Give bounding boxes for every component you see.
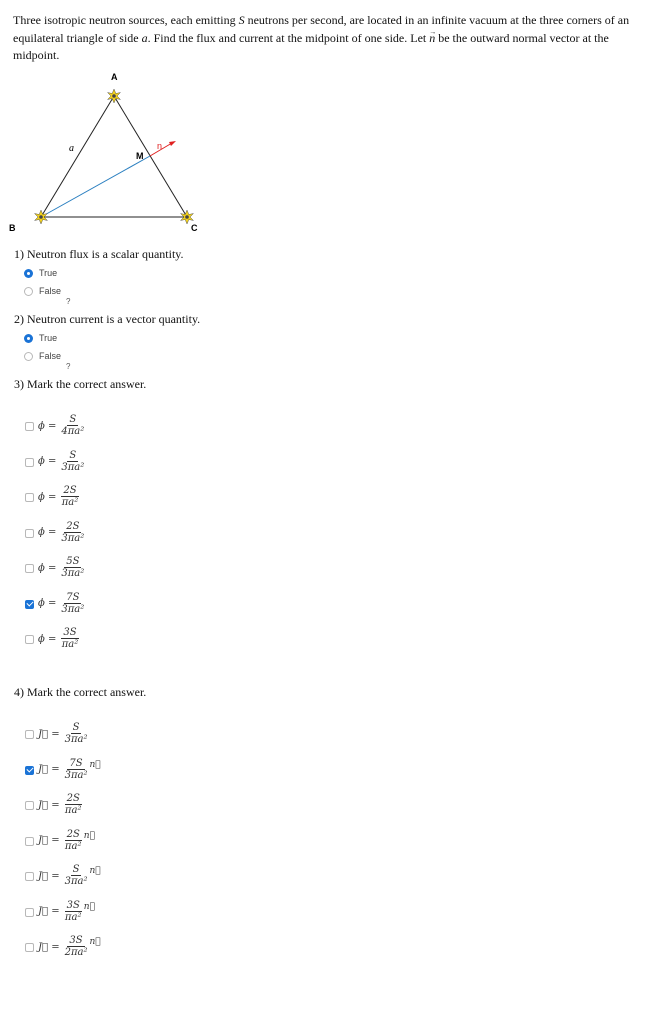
q4-formula-4 — [38, 829, 95, 853]
median-line — [41, 156, 150, 217]
formula-lhs: ϕ = — [38, 633, 57, 645]
checkbox-icon[interactable] — [25, 730, 34, 739]
fraction-numerator: 3S — [63, 627, 77, 638]
checkbox-icon[interactable] — [25, 493, 34, 502]
fraction-denominator: πa² — [64, 805, 82, 816]
radio-icon[interactable] — [24, 287, 33, 296]
q1-option-true-label: True — [39, 268, 58, 278]
q1-option-false[interactable] — [24, 286, 61, 296]
fraction-numerator: 2S — [66, 828, 80, 840]
fraction — [61, 414, 84, 438]
checkbox-icon[interactable] — [25, 943, 34, 952]
side-label-a: a — [69, 143, 74, 154]
vertex-label-b: B — [9, 223, 16, 233]
problem-text-3: . Find the flux and current at the midpoint of one side. Let — [147, 30, 430, 45]
fraction — [61, 450, 84, 474]
fraction — [61, 556, 84, 580]
fraction — [65, 793, 82, 817]
variable-s: S — [238, 13, 245, 27]
variable-n-vector: → n — [429, 31, 435, 45]
q4-formula-5 — [38, 864, 101, 888]
vertex-label-c: C — [191, 223, 198, 233]
q3-formula-7 — [38, 627, 81, 651]
q1-hint[interactable]: ? — [66, 297, 71, 306]
fraction — [61, 485, 78, 509]
fraction-numerator: 3S — [66, 899, 80, 911]
radio-icon[interactable] — [24, 334, 33, 343]
q2-option-true-label: True — [39, 333, 58, 343]
checkbox-icon[interactable] — [25, 766, 34, 775]
question-1-title: 1) Neutron flux is a scalar quantity. — [14, 247, 184, 261]
q2-option-false[interactable] — [24, 351, 61, 361]
fraction — [61, 627, 78, 651]
formula-lhs: J⃗ = — [38, 906, 60, 917]
fraction — [65, 900, 82, 924]
formula-lhs: ϕ = — [38, 456, 57, 467]
checkbox-icon[interactable] — [25, 872, 34, 881]
fraction-numerator: S — [69, 414, 77, 425]
fraction-numerator: 2S — [66, 793, 80, 804]
checkbox-icon[interactable] — [25, 422, 34, 431]
normal-arrowhead — [169, 141, 176, 146]
fraction-numerator: 5S — [66, 556, 80, 567]
q3-formula-1 — [38, 414, 86, 438]
q4-formula-7 — [38, 935, 101, 959]
formula-suffix: n⃗ — [89, 759, 101, 770]
fraction-denominator: 3πa² — [61, 532, 85, 544]
fraction-denominator: πa² — [64, 911, 82, 923]
formula-lhs: ϕ = — [38, 527, 57, 538]
fraction — [65, 829, 82, 853]
fraction-numerator: 2S — [63, 485, 77, 496]
fraction-denominator: πa² — [64, 840, 82, 852]
radio-icon[interactable] — [24, 352, 33, 361]
q3-formula-6 — [38, 592, 86, 616]
fraction-numerator: S — [69, 449, 77, 461]
fraction — [61, 521, 84, 545]
fraction-denominator: πa² — [61, 497, 79, 508]
formula-lhs: ϕ = — [38, 420, 57, 432]
formula-suffix: n⃗ — [89, 866, 101, 876]
starburst-icon-a — [108, 89, 121, 103]
edge-ab — [41, 96, 114, 217]
fraction — [65, 864, 88, 888]
question-2-title: 2) Neutron current is a vector quantity. — [14, 312, 201, 326]
q4-formula-2 — [38, 758, 101, 782]
formula-lhs: J⃗ = — [38, 870, 60, 882]
formula-lhs: ϕ = — [38, 562, 57, 574]
checkbox-icon[interactable] — [25, 635, 34, 644]
q1-option-false-label: False — [39, 286, 62, 296]
problem-statement — [13, 12, 653, 65]
formula-lhs: J⃗ = — [38, 728, 60, 740]
formula-suffix: n⃗ — [83, 901, 95, 912]
formula-suffix: n⃗ — [89, 937, 101, 947]
radio-icon[interactable] — [24, 269, 33, 278]
fraction — [65, 722, 88, 746]
edge-ac — [114, 96, 187, 217]
fraction-numerator: 7S — [66, 591, 80, 603]
fraction — [65, 758, 88, 782]
checkbox-icon[interactable] — [25, 564, 34, 573]
fraction — [65, 935, 88, 959]
formula-lhs: J⃗ = — [38, 941, 60, 953]
fraction-numerator: S — [72, 722, 80, 733]
formula-suffix: n⃗ — [83, 830, 95, 841]
checkbox-icon[interactable] — [25, 458, 34, 467]
q2-option-false-label: False — [39, 351, 62, 361]
q3-formula-3 — [38, 485, 81, 509]
q4-formula-3 — [38, 793, 84, 817]
formula-lhs: ϕ = — [38, 598, 57, 609]
problem-text-2: neutrons per second, are located in an infinite vacuum at the three corners of an equilateral triangle of side — [13, 13, 630, 45]
formula-lhs: J⃗ = — [38, 799, 60, 811]
q2-hint[interactable]: ? — [66, 362, 71, 371]
checkbox-icon[interactable] — [25, 837, 34, 846]
q4-formula-1 — [38, 722, 89, 746]
fraction-denominator: 4πa² — [61, 426, 85, 437]
variable-a: a — [141, 30, 148, 45]
checkbox-icon[interactable] — [25, 600, 34, 609]
triangle-diagram — [0, 66, 230, 238]
triangle-edges — [41, 96, 187, 217]
fraction-numerator: S — [72, 864, 80, 875]
fraction-denominator: 3πa² — [61, 568, 85, 579]
fraction-numerator: 7S — [69, 757, 83, 769]
fraction-denominator: 3πa² — [61, 461, 85, 473]
normal-label-n: n — [157, 141, 163, 151]
q2-option-true[interactable] — [24, 333, 57, 343]
question-4-title: 4) Mark the correct answer. — [14, 685, 147, 699]
checkbox-icon[interactable] — [25, 529, 34, 538]
midpoint-label-m: M — [136, 151, 144, 161]
checkbox-icon[interactable] — [25, 801, 34, 810]
problem-text-1: Three isotropic neutron sources, each emitting — [13, 13, 239, 27]
fraction-denominator: 3πa² — [61, 603, 85, 615]
fraction-denominator: 3πa² — [64, 876, 88, 887]
q1-option-true[interactable] — [24, 268, 57, 278]
fraction-denominator: 3πa² — [64, 769, 88, 781]
fraction-numerator: 3S — [69, 935, 83, 946]
formula-lhs: ϕ = — [38, 491, 57, 503]
q3-formula-4 — [38, 521, 86, 545]
problem-text-4: be the outward normal vector at the midpoint. — [13, 30, 609, 62]
fraction-denominator: 3πa² — [64, 734, 88, 745]
fraction-denominator: 2πa² — [64, 947, 88, 958]
q4-formula-6 — [38, 900, 95, 924]
formula-lhs: J⃗ = — [38, 764, 60, 775]
q3-formula-5 — [38, 556, 86, 580]
fraction-numerator: 2S — [66, 520, 80, 532]
vertex-label-a: A — [111, 72, 118, 82]
formula-lhs: J⃗ = — [38, 835, 60, 846]
q3-formula-2 — [38, 450, 86, 474]
fraction — [61, 592, 84, 616]
question-3-title: 3) Mark the correct answer. — [14, 377, 147, 391]
checkbox-icon[interactable] — [25, 908, 34, 917]
fraction-denominator: πa² — [61, 639, 79, 650]
